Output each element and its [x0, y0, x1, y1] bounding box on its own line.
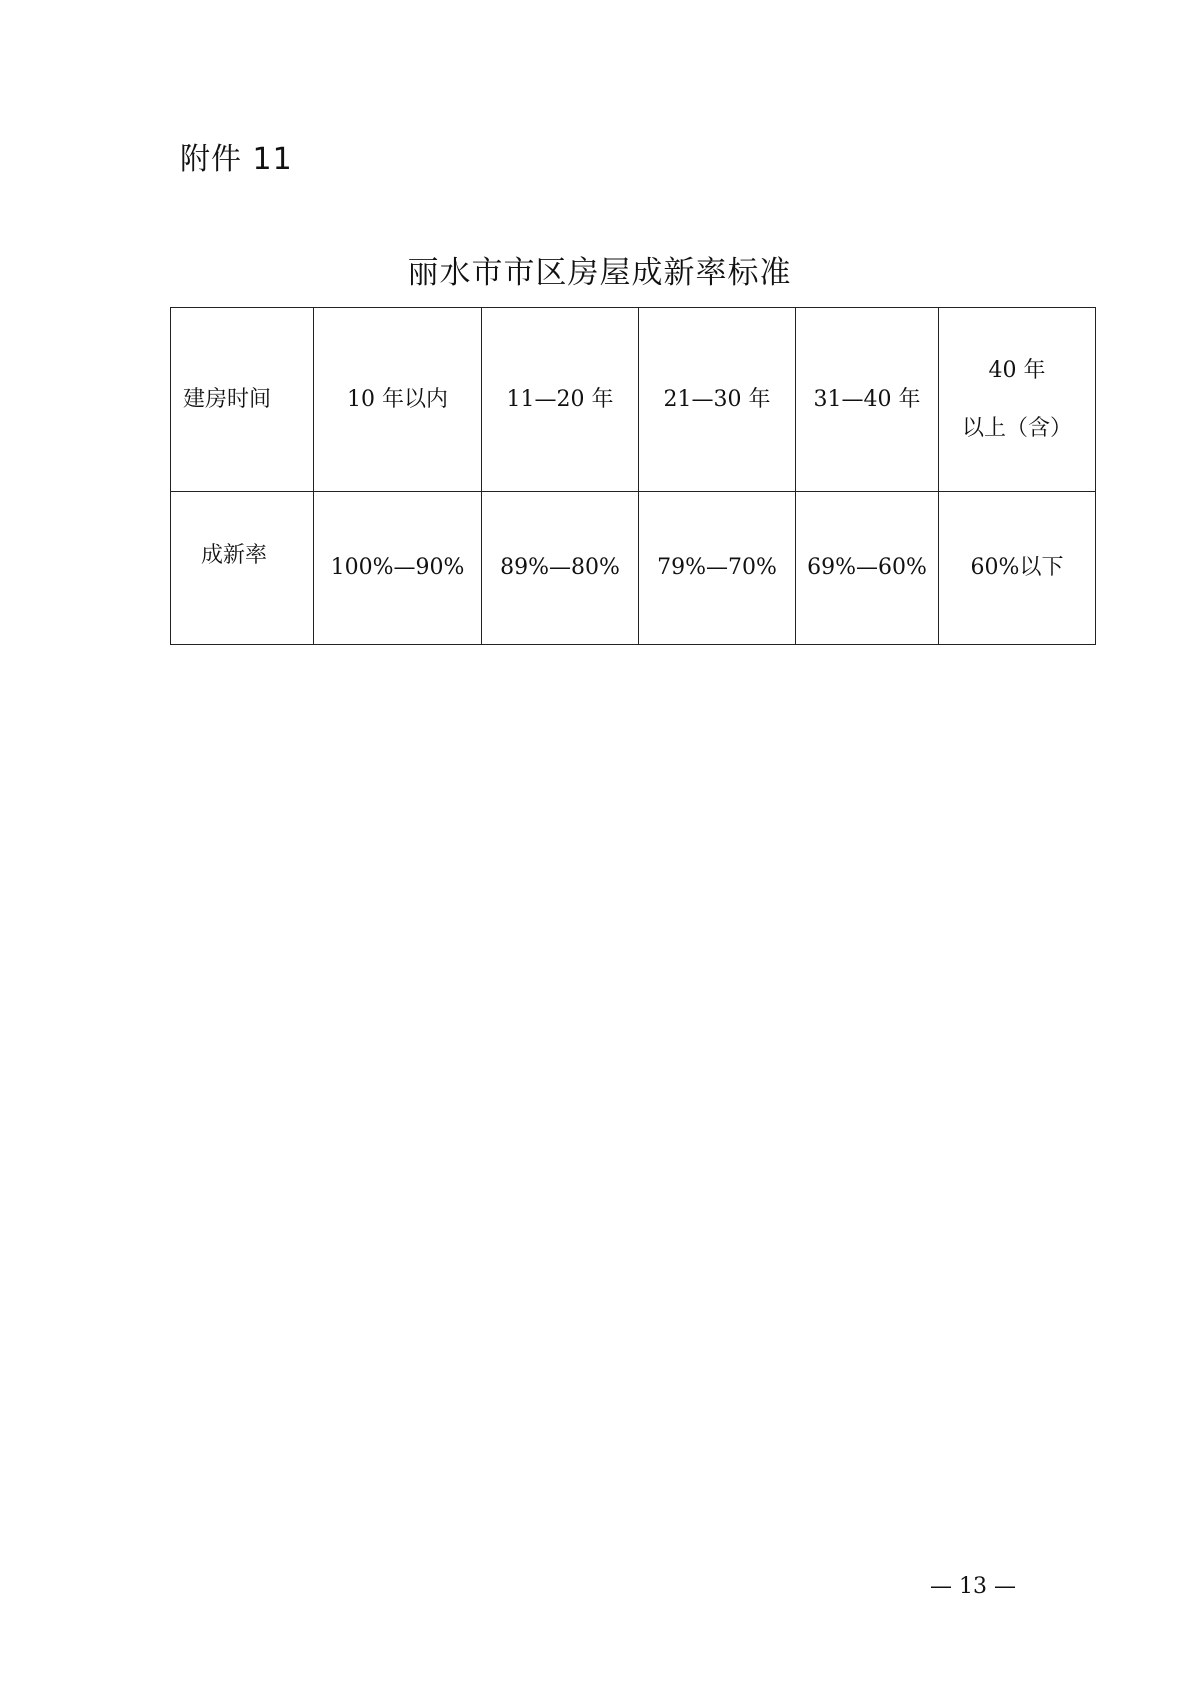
table-row — [171, 492, 1096, 645]
table-cell — [939, 308, 1096, 492]
table-cell: 60%以下 — [939, 492, 1096, 645]
table-cell: 79%—70% — [639, 492, 796, 645]
row-header-build-time: 建房时间 — [171, 308, 314, 492]
table-cell: 89%—80% — [482, 492, 639, 645]
depreciation-rate-table — [170, 307, 1096, 645]
cell-line: 以上（含） — [961, 415, 1072, 441]
row-header-new-rate: 成新率 — [171, 492, 314, 645]
page-number: — 13 — — [930, 1574, 1016, 1599]
table-cell: 100%—90% — [314, 492, 482, 645]
attachment-label: 附件 11 — [180, 142, 293, 177]
table-cell: 11—20 年 — [482, 308, 639, 492]
table-cell: 21—30 年 — [639, 308, 796, 492]
table-cell: 31—40 年 — [796, 308, 939, 492]
table-cell: 69%—60% — [796, 492, 939, 645]
document-title: 丽水市市区房屋成新率标准 — [407, 255, 792, 291]
cell-line: 40 年 — [988, 357, 1046, 383]
table-row — [171, 308, 1096, 492]
table-cell: 10 年以内 — [314, 308, 482, 492]
